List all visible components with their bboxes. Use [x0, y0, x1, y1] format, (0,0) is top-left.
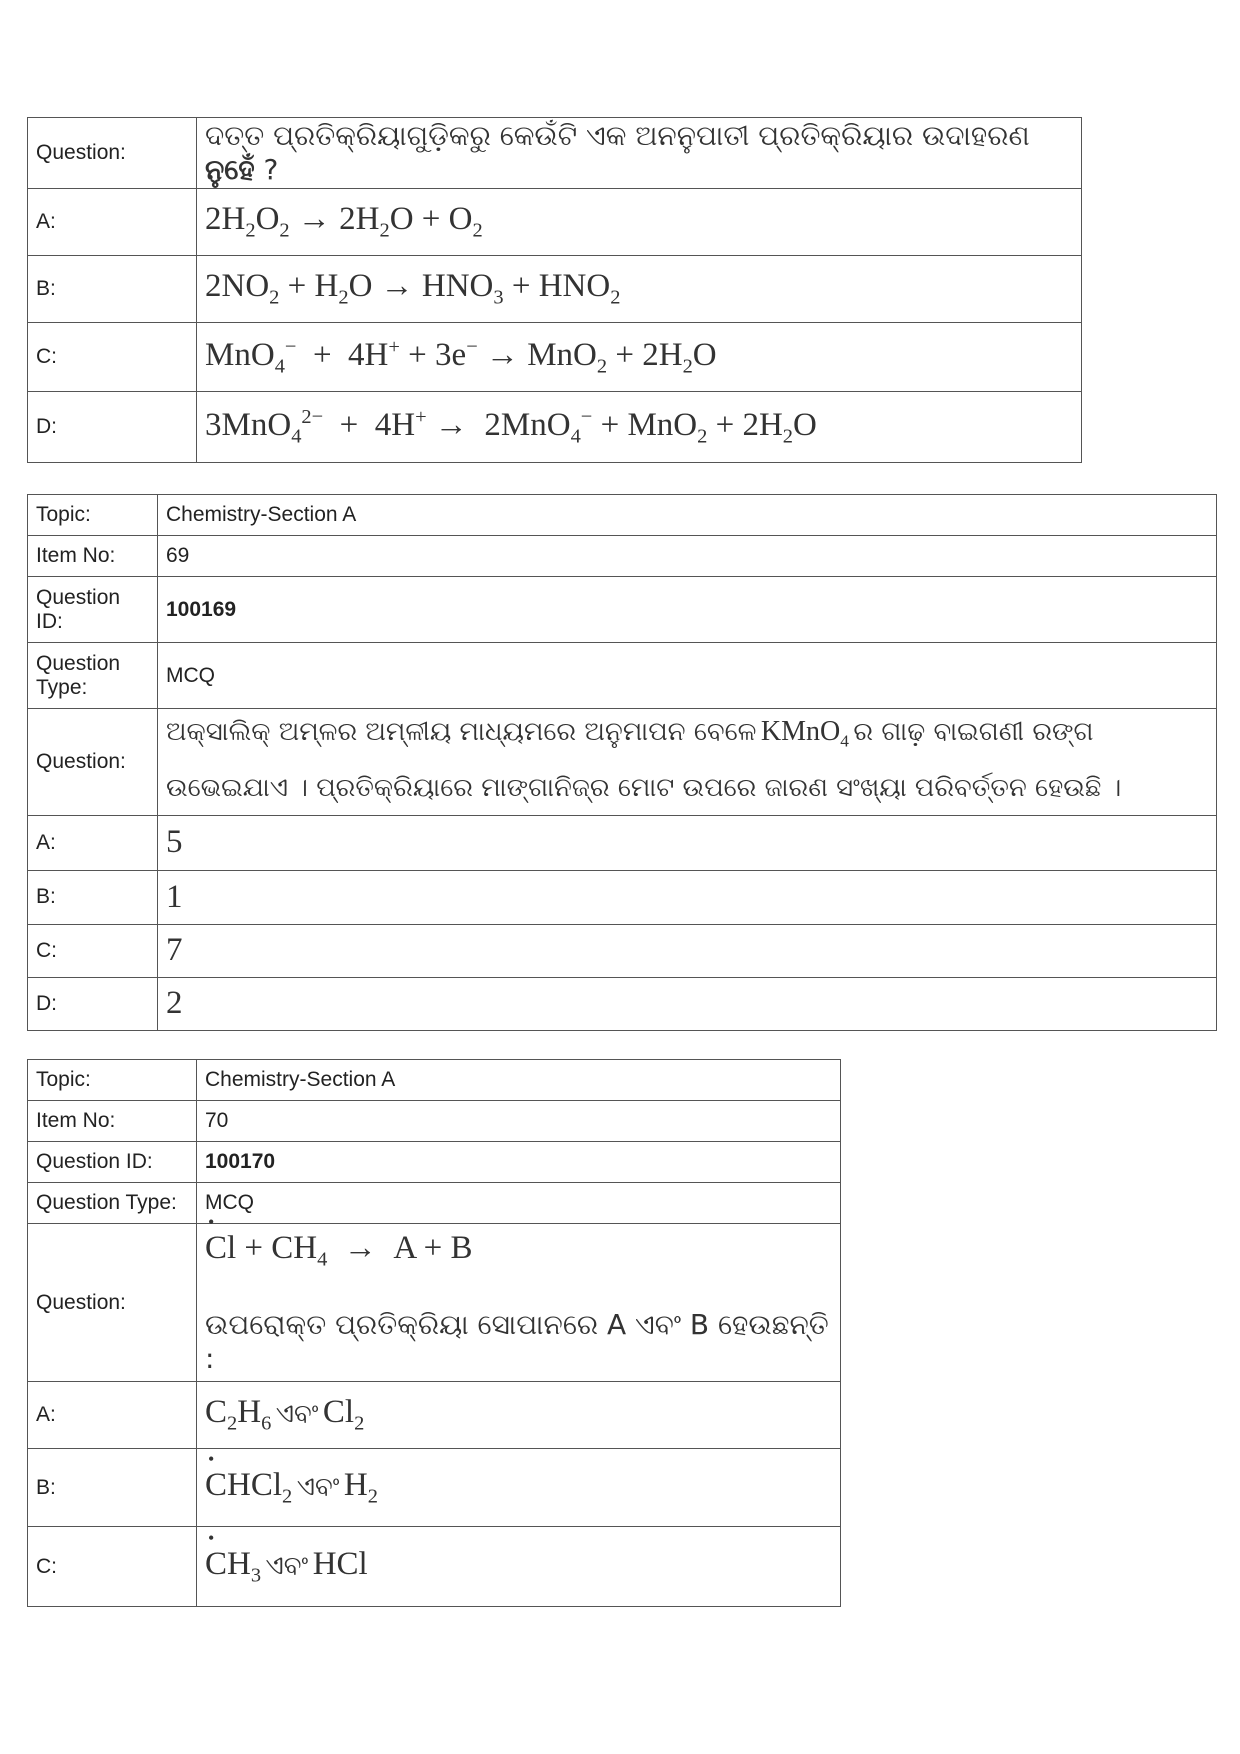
question-row — [28, 118, 1082, 189]
question-label: Question: — [28, 1224, 197, 1382]
item-no-value: 70 — [197, 1101, 841, 1142]
item-no-label: Item No: — [28, 536, 158, 577]
question-id-row — [28, 1142, 841, 1183]
option-d-value: 2 — [158, 977, 1217, 1030]
question-label: Question: — [28, 118, 197, 189]
question-type-row — [28, 1183, 841, 1224]
option-a-row — [28, 1382, 841, 1449]
option-c-value: 7 — [158, 924, 1217, 977]
option-c-value: • $CH_3$ ଏବଂ HCl — [197, 1527, 841, 1607]
question-table-68 — [27, 117, 1082, 463]
question-id-row — [28, 577, 1217, 643]
option-b-value: • CHCl$_2$ ଏବଂ $H_2$ — [197, 1449, 841, 1527]
option-c-label: C: — [28, 1527, 197, 1607]
question-type-label: Question Type: — [28, 1183, 197, 1224]
question-type-value: MCQ — [197, 1183, 841, 1224]
option-c-row — [28, 1527, 841, 1607]
question-text: ଅକ୍ସାଲିକ୍ ଅମ୍ଳର ଅମ୍ଳୀୟ ମାଧ୍ୟମରେ ଅନୁମାପନ ବେଳେ KMnO$_4$ ର ଗାଢ଼ ବାଇଗଣୀ ରଙ୍ଗ ଉଭେଇଯାଏ । ପ୍ରତିକ୍ରିୟାରେ ମାଙ୍ଗାନିଜ୍‌ର ମୋଟ ଉପରେ ଜାରଣ ସଂଖ୍ୟା ପରିବର୍ତ୍ତନ ହେଉଛି । — [158, 709, 1217, 816]
option-a-label: A: — [28, 1382, 197, 1449]
option-d-label: D: — [28, 392, 197, 463]
topic-row — [28, 1060, 841, 1101]
option-d-label: D: — [28, 977, 158, 1030]
option-a-value: 5 — [158, 815, 1217, 870]
option-b-label: B: — [28, 256, 197, 323]
option-a-equation: $2H_2O_2 \to 2H_2O + O_2$ — [197, 189, 1082, 256]
option-b-row — [28, 1449, 841, 1527]
item-no-label: Item No: — [28, 1101, 197, 1142]
item-no-value: 69 — [158, 536, 1217, 577]
topic-label: Topic: — [28, 1060, 197, 1101]
option-a-label: A: — [28, 815, 158, 870]
question-type-value: MCQ — [158, 643, 1217, 709]
question-table-70 — [27, 1059, 841, 1607]
question-content — [197, 1224, 841, 1382]
item-no-row — [28, 536, 1217, 577]
option-a-row — [28, 815, 1217, 870]
question-text: ଦତ୍ତ ପ୍ରତିକ୍ରିୟାଗୁଡ଼ିକରୁ କେଉଁଟି ଏକ ଅନନୁପାତୀ ପ୍ରତିକ୍ରିୟାର ଉଦାହରଣ ନୁହେଁ ? — [197, 118, 1082, 189]
question-label: Question: — [28, 709, 158, 816]
question-row — [28, 1224, 841, 1382]
option-c-row — [28, 924, 1217, 977]
question-id-label: Question ID: — [28, 577, 158, 643]
topic-value: Chemistry-Section A — [158, 495, 1217, 536]
option-d-equation: $3MnO_4^{2-} + 4H^+ \to 2MnO_4^- + MnO_2 + 2H_2O$ — [197, 392, 1082, 463]
question-type-label: Question Type: — [28, 643, 158, 709]
option-c-row — [28, 323, 1082, 392]
topic-value: Chemistry-Section A — [197, 1060, 841, 1101]
question-text: ଉପରୋକ୍ତ ପ୍ରତିକ୍ରିୟା ସୋପାନରେ A ଏବଂ B ହେଉଛନ୍ତି : — [205, 1307, 829, 1375]
option-b-label: B: — [28, 870, 158, 924]
item-no-row — [28, 1101, 841, 1142]
topic-label: Topic: — [28, 495, 158, 536]
question-type-row — [28, 643, 1217, 709]
option-b-equation: $2NO_2 + H_2O \to HNO_3 + HNO_2$ — [197, 256, 1082, 323]
option-b-value: 1 — [158, 870, 1217, 924]
question-id-label: Question ID: — [28, 1142, 197, 1183]
option-c-label: C: — [28, 924, 158, 977]
question-equation: • $Cl + CH_4 \to A + B$ — [205, 1230, 832, 1272]
question-row — [28, 709, 1217, 816]
option-d-row — [28, 977, 1217, 1030]
option-b-label: B: — [28, 1449, 197, 1527]
option-b-row — [28, 256, 1082, 323]
option-a-label: A: — [28, 189, 197, 256]
option-a-value: $C_2H_6$ ଏବଂ $Cl_2$ — [197, 1382, 841, 1449]
option-d-row — [28, 392, 1082, 463]
topic-row — [28, 495, 1217, 536]
option-c-equation: $MnO_4^- + 4H^+ + 3e^- \to MnO_2 + 2H_2O$ — [197, 323, 1082, 392]
question-id-value: 100170 — [197, 1142, 841, 1183]
option-c-label: C: — [28, 323, 197, 392]
question-table-69 — [27, 494, 1217, 1031]
option-a-row — [28, 189, 1082, 256]
question-id-value: 100169 — [158, 577, 1217, 643]
option-b-row — [28, 870, 1217, 924]
